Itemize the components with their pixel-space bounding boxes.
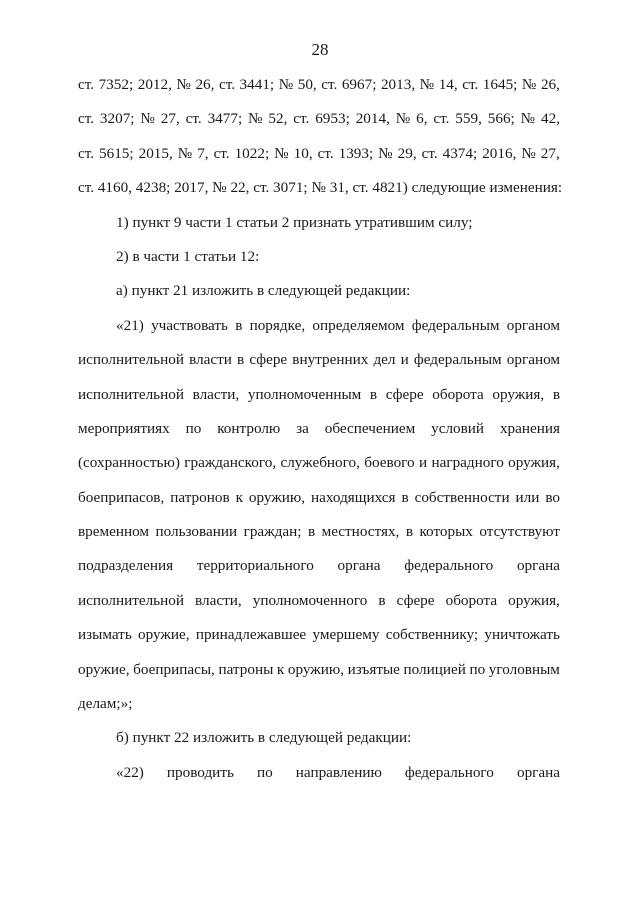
word: ст. (78, 76, 95, 93)
word: уполномоченным (247, 385, 362, 403)
word: 2014, (355, 110, 390, 128)
word: и (418, 454, 428, 472)
word: по (256, 763, 273, 781)
word: полицией (403, 660, 466, 678)
word: отсутствуют (479, 523, 560, 541)
word: служебного, (280, 454, 360, 472)
text-line (78, 343, 560, 377)
text-line: ст. 4160, 4238; 2017, № 22, ст. 3071; № 31, ст. 4821) следующие изменения: (78, 179, 563, 197)
word: 7352; (98, 76, 134, 93)
word: 566; (487, 110, 515, 128)
word: 27, (160, 110, 180, 128)
word: 2012, (137, 76, 172, 93)
word: 3441; (239, 76, 275, 93)
word: 7, (197, 144, 209, 162)
word: власти, (195, 591, 242, 609)
text-line (78, 653, 560, 687)
word: № (378, 144, 393, 162)
word: дел (373, 351, 396, 369)
page-number: 28 (311, 40, 329, 59)
word: федерального (404, 763, 494, 781)
word: 1645; (482, 76, 518, 93)
word: 1022; (234, 144, 270, 162)
word: № (521, 76, 537, 93)
word: 2016, (482, 144, 517, 162)
word: во (545, 488, 560, 506)
word: территориального (196, 557, 314, 575)
word: находящихся (311, 488, 396, 506)
word: временном (78, 523, 150, 541)
word: 1393; (338, 144, 374, 162)
word: определяемом (312, 316, 405, 334)
word: 50, (297, 76, 317, 93)
word: и (400, 351, 409, 369)
word: в (552, 385, 560, 403)
word: пользовании (155, 523, 238, 541)
word: сфере (385, 385, 424, 403)
word: которых (419, 523, 473, 541)
word: граждан; (243, 523, 302, 541)
word: 6, (416, 110, 428, 128)
word: боевого (364, 454, 415, 472)
word: патроны (218, 660, 274, 678)
text-line (78, 412, 560, 446)
word: оружия, (492, 385, 545, 403)
word: 52, (268, 110, 288, 128)
word: местностях, (321, 523, 400, 541)
word: № (419, 76, 435, 93)
text-line: 1) пункт 9 части 1 статьи 2 признать утратившим силу; (116, 213, 473, 231)
word: федеральным (411, 316, 500, 334)
word: власти (189, 351, 232, 369)
word: ст. (462, 76, 479, 93)
text-line: 2) в части 1 статьи 12: (116, 247, 260, 265)
word: собственнику; (385, 626, 479, 644)
word: ст. (421, 144, 438, 162)
word: ст. (321, 76, 338, 93)
word: органа (516, 763, 560, 781)
word: в (307, 523, 316, 541)
word: в (237, 351, 245, 369)
word: порядке, (249, 316, 306, 334)
word: оборота (445, 591, 498, 609)
word: 10, (293, 144, 313, 162)
word: контролю (217, 419, 281, 437)
word: № (248, 110, 263, 128)
word: ст. (185, 110, 202, 128)
word: 14, (438, 76, 458, 93)
word: патронов (170, 488, 230, 506)
text-line: а) пункт 21 изложить в следующей редакции: (116, 282, 411, 300)
word: № (521, 144, 536, 162)
word: 6967; (341, 76, 377, 93)
word: ст. (78, 144, 95, 162)
word: ст. (78, 110, 95, 128)
word: органом (506, 316, 560, 334)
word: 3477; (207, 110, 243, 128)
word: «22) (116, 763, 144, 781)
word: направлению (295, 763, 382, 781)
word: 26, (540, 76, 560, 93)
text-line (78, 137, 560, 171)
word: к (276, 660, 285, 678)
word: внутренних (292, 351, 369, 369)
word: изъятые (347, 660, 400, 678)
word: или (515, 488, 540, 506)
text-line (78, 68, 560, 102)
word: ст. (293, 110, 310, 128)
word: оружия, (508, 591, 560, 609)
word: оборота (432, 385, 484, 403)
word: «21) (116, 316, 144, 334)
word: ст. (433, 110, 450, 128)
word: ст. (317, 144, 334, 162)
word: сфере (396, 591, 435, 609)
word: 29, (397, 144, 417, 162)
word: к (235, 488, 243, 506)
word: ст. (218, 76, 236, 93)
text-line (78, 309, 560, 343)
word: № (520, 110, 536, 128)
text-line (78, 378, 560, 412)
word: 6953; (315, 110, 350, 128)
word: оружию, (287, 660, 345, 678)
word: в (378, 591, 386, 609)
word: исполнительной (78, 591, 184, 609)
word: уничтожать (484, 626, 560, 644)
word: за (296, 419, 309, 437)
word: 559, (455, 110, 482, 128)
text-line (78, 584, 560, 618)
word: боеприпасы, (133, 660, 215, 678)
word: № (395, 110, 411, 128)
body-text (78, 68, 563, 790)
text-line (78, 756, 560, 790)
word: 5615; (99, 144, 134, 162)
word: 3207; (99, 110, 135, 128)
text-line (78, 446, 560, 480)
word: федеральным (413, 351, 502, 369)
text-line (78, 549, 560, 583)
word: в (405, 523, 413, 541)
word: гражданского, (184, 454, 277, 472)
word: обеспечением (324, 419, 416, 437)
word: № (176, 76, 191, 93)
word: мероприятиях (78, 419, 170, 437)
word: 27, (540, 144, 560, 162)
text-line (78, 481, 560, 515)
word: уполномоченного (252, 591, 368, 609)
word: по (185, 419, 202, 437)
word: изымать (78, 626, 132, 644)
word: уголовным (488, 660, 560, 678)
word: боеприпасов, (78, 488, 165, 506)
text-line: б) пункт 22 изложить в следующей редакции: (116, 729, 412, 747)
word: исполнительной (78, 351, 184, 369)
word: федерального (404, 557, 494, 575)
word: ст. (213, 144, 230, 162)
word: подразделения (78, 557, 174, 575)
word: органом (506, 351, 560, 369)
word: оружие, (78, 660, 130, 678)
text-line (78, 515, 560, 549)
word: (сохранностью) (78, 454, 180, 472)
word: № (274, 144, 289, 162)
word: оружию, (248, 488, 306, 506)
word: № (278, 76, 294, 93)
word: участвовать (151, 316, 228, 334)
word: 2013, (380, 76, 416, 93)
word: условий (431, 419, 485, 437)
word: органа (337, 557, 381, 575)
word: в (235, 316, 243, 334)
word: в (369, 385, 378, 403)
word: по (469, 660, 486, 678)
word: № (140, 110, 155, 128)
word: наградного (431, 454, 504, 472)
word: принадлежавшее (195, 626, 307, 644)
word: оружие, (138, 626, 190, 644)
word: 26, (195, 76, 215, 93)
word: собственности (414, 488, 510, 506)
word: умершему (312, 626, 380, 644)
word: 42, (541, 110, 560, 128)
word: оружия, (508, 454, 560, 472)
text-line (78, 618, 560, 652)
word: проводить (166, 763, 234, 781)
word: 2015, (138, 144, 173, 162)
word: органа (516, 557, 560, 575)
word: исполнительной (78, 385, 184, 403)
word: хранения (499, 419, 560, 437)
word: власти, (192, 385, 240, 403)
text-line (78, 102, 560, 136)
word: в (401, 488, 409, 506)
word: сфере (249, 351, 288, 369)
text-line: делам;»; (78, 695, 133, 713)
word: 4374; (442, 144, 478, 162)
word: № (177, 144, 193, 162)
